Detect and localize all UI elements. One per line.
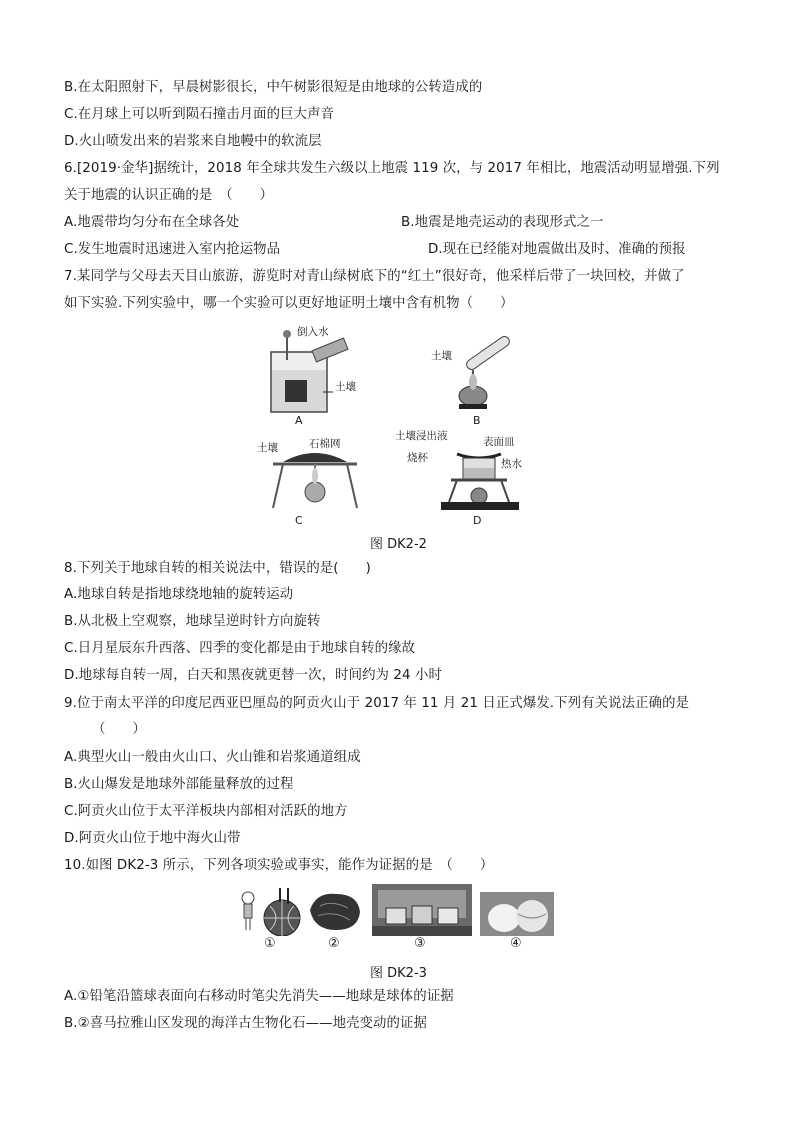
q8-option-a: A.地球自转是指地球绕地轴的旋转运动 [64,587,294,602]
experiment-b-letter: B [473,414,481,427]
figure-dk2-3-num-1: ① [264,936,276,951]
q10-stem: 10.如图 DK2-3 所示，下列各项实验或事实，能作为证据的是 （ ） [64,858,494,873]
basketball-pencil-image [236,886,302,936]
q9-stem-line1: 9.位于南太平洋的印度尼西亚巴厘岛的阿贡火山于 2017 年 11 月 21 日正式爆发.下列有关说法正确的是 [64,696,690,711]
experiment-photo-image [372,884,472,936]
q8-option-c: C.日月星辰东升西落、四季的变化都是由于地球自转的缘故 [64,641,416,656]
experiment-d-label-dish: 表面皿 [483,436,515,448]
q6-stem-line1: 6.[2019·金华]据统计，2018 年全球共发生六级以上地震 119 次，与 2017 年相比，地震活动明显增强.下列 [64,161,720,176]
q9-stem-line2: （ ） [92,722,146,737]
experiment-d-image [435,440,525,512]
experiment-d-letter: D [473,514,482,527]
experiment-a-letter: A [295,414,303,427]
q8-option-b: B.从北极上空观察，地球呈逆时针方向旋转 [64,614,321,629]
q7-stem-line2: 如下实验.下列实验中，哪一个实验可以更好地证明土壤中含有机物（ ） [64,296,514,311]
experiment-b-image [423,330,533,414]
figure-dk2-2 [255,322,545,530]
figure-dk2-3-num-3: ③ [414,936,426,951]
experiment-c-label-net: 石棉网 [309,438,341,450]
q9-option-a: A.典型火山一般由火山口、火山锥和岩浆通道组成 [64,750,361,765]
q6-option-c: C.发生地震时迅速进入室内抢运物品 [64,242,281,257]
experiment-c-letter: C [295,514,303,527]
figure-dk2-3-num-4: ④ [510,936,522,951]
fossil-image [306,888,364,934]
experiment-d-label-beaker: 烧杯 [407,452,428,464]
figure-dk2-3-caption: 图 DK2-3 [370,966,427,981]
experiment-d-label-extract: 土壤浸出液 [395,430,448,442]
experiment-a-image [263,330,373,418]
q9-option-c: C.阿贡火山位于太平洋板块内部相对活跃的地方 [64,804,348,819]
figure-dk2-3-num-2: ② [328,936,340,951]
figure-dk2-3 [232,884,556,954]
q7-stem-line1: 7.某同学与父母去天目山旅游，游览时对青山绿树底下的“红土”很好奇，他采样后带了一块回校，并做了 [64,269,685,284]
q5-option-d: D.火山喷发出来的岩浆来自地幔中的软流层 [64,134,322,149]
egg-shell-image [480,892,554,936]
figure-dk2-2-caption: 图 DK2-2 [370,537,427,552]
experiment-a-label-soil: 土壤 [335,381,356,393]
q6-option-b: B.地震是地壳运动的表现形式之一 [401,215,604,230]
q8-option-d: D.地球每自转一周，白天和黑夜就更替一次，时间约为 24 小时 [64,668,442,683]
experiment-b-label-soil: 土壤 [431,350,452,362]
q6-option-d: D.现在已经能对地震做出及时、准确的预报 [428,242,686,257]
experiment-d-label-hot: 热水 [501,458,522,470]
q6-option-a: A.地震带均匀分布在全球各处 [64,215,240,230]
q5-option-b: B.在太阳照射下，早晨树影很长，中午树影很短是由地球的公转造成的 [64,80,483,95]
q8-stem: 8.下列关于地球自转的相关说法中，错误的是( ) [64,561,371,576]
q5-option-c: C.在月球上可以听到陨石撞击月面的巨大声音 [64,107,335,122]
q10-option-b: B.②喜马拉雅山区发现的海洋古生物化石——地壳变动的证据 [64,1016,428,1031]
q6-stem-line2: 关于地震的认识正确的是 （ ） [64,188,274,203]
q9-option-b: B.火山爆发是地球外部能量释放的过程 [64,777,294,792]
experiment-a-label-water: 倒入水 [297,326,329,338]
q9-option-d: D.阿贡火山位于地中海火山带 [64,831,241,846]
q10-option-a: A.①铅笔沿篮球表面向右移动时笔尖先消失——地球是球体的证据 [64,989,454,1004]
experiment-c-label-soil: 土壤 [257,442,278,454]
